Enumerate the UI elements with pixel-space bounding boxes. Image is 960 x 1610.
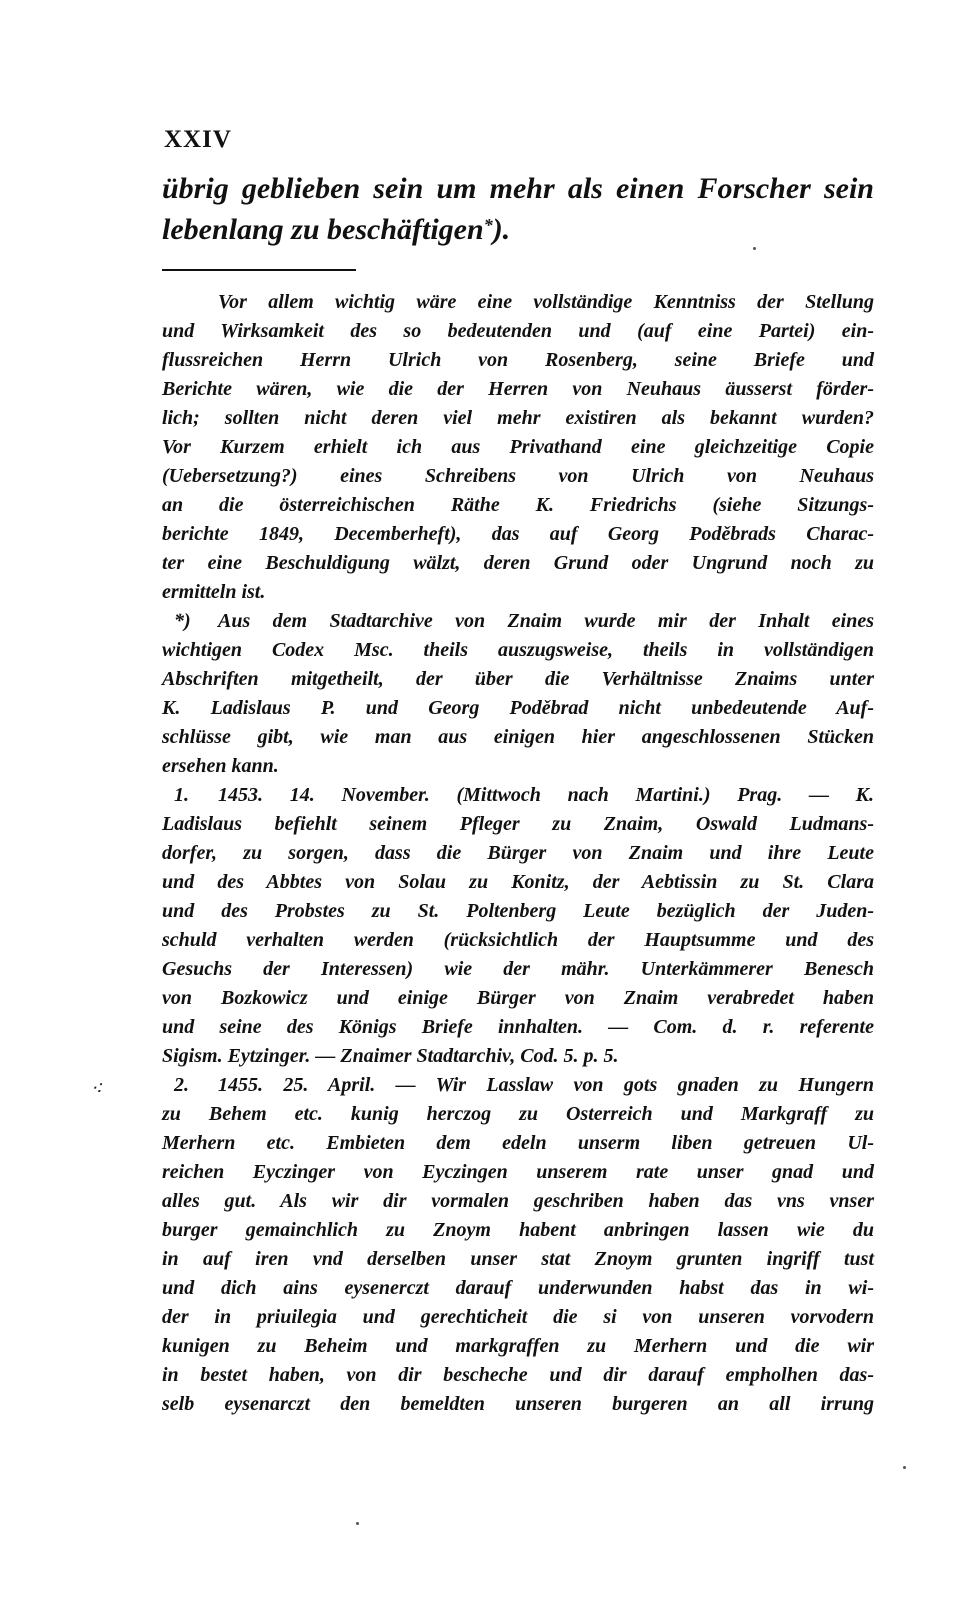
footnote-line: Abschriften mitgetheilt, der über die Verhältnisse Znaims unter [162, 668, 874, 690]
main-text-fragment: lebenlang zu beschäftigen [162, 213, 484, 246]
footnote-line: ter eine Beschuldigung wälzt, deren Grund oder Ungrund noch zu [162, 552, 874, 574]
entry-line: Ladislaus befiehlt seinem Pfleger zu Znaim, Oswald Ludmans- [162, 813, 874, 835]
entry-marker: 1. [174, 784, 189, 806]
margin-annotation: ⁖ [90, 1078, 102, 1100]
footnote-paragraph [162, 288, 874, 607]
paper-speck [903, 1466, 906, 1469]
footnote-line: K. Ladislaus P. und Georg Poděbrad nicht unbedeutende Auf- [162, 697, 874, 719]
footnotes [162, 288, 874, 1419]
entry-line: reichen Eyczinger von Eyczingen unserem rate unser gnad und [162, 1161, 874, 1183]
footnote-line: ersehen kann. [162, 755, 279, 777]
entry-line: schuld verhalten werden (rücksichtlich der Hauptsumme und des [162, 929, 874, 951]
entry-line: 1455. 25. April. — Wir Lasslaw von gots gnaden zu Hungern [218, 1074, 874, 1096]
footnote-line: Vor allem wichtig wäre eine vollständige Kenntniss der Stellung [218, 291, 874, 313]
entry-line: burger gemainchlich zu Znoym habent anbringen lassen wie du [162, 1219, 874, 1241]
entry-line: zu Behem etc. kunig herczog zu Osterreich und Markgraff zu [162, 1103, 874, 1125]
entry-line: und des Abbtes von Solau zu Konitz, der Aebtissin zu St. Clara [162, 871, 874, 893]
paper-speck [753, 247, 756, 250]
footnote-line: Vor Kurzem erhielt ich aus Privathand eine gleichzeitige Copie [162, 436, 874, 458]
entry-line: in bestet haben, von dir bescheche und dir darauf empholhen das- [162, 1364, 874, 1386]
footnote-line: schlüsse gibt, wie man aus einigen hier angeschlossenen Stücken [162, 726, 874, 748]
entry-1 [162, 781, 874, 1071]
entry-line: kunigen zu Beheim und markgraffen zu Merhern und die wir [162, 1335, 874, 1357]
main-text [162, 168, 874, 250]
footnote-line: flussreichen Herrn Ulrich von Rosenberg, seine Briefe und [162, 349, 874, 371]
footnote-line: wichtigen Codex Msc. theils auszugsweise, theils in vollständigen [162, 639, 874, 661]
entry-line: der in priuilegia und gerechticheit die si von unseren vorvodern [162, 1306, 874, 1328]
entry-line: selb eysenarczt den bemeldten unseren burgeren an all irrung [162, 1393, 874, 1415]
entry-line: Sigism. Eytzinger. — Znaimer Stadtarchiv, Cod. 5. p. 5. [162, 1045, 619, 1067]
footnote-reference: * [483, 215, 493, 235]
footnote-line: und Wirksamkeit des so bedeutenden und (auf eine Partei) ein- [162, 320, 874, 342]
entry-line: in auf iren vnd derselben unser stat Znoym grunten ingriff tust [162, 1248, 874, 1270]
footnote-star [162, 607, 874, 781]
entry-line: Merhern etc. Embieten dem edeln unserm liben getreuen Ul- [162, 1132, 874, 1154]
footnote-line: lich; sollten nicht deren viel mehr existiren als bekannt wurden? [162, 407, 874, 429]
footnote-line: ermitteln ist. [162, 581, 266, 603]
entry-line: 1453. 14. November. (Mittwoch nach Martini.) Prag. — K. [218, 784, 874, 806]
footnote-line: Berichte wären, wie die der Herren von Neuhaus äusserst förder- [162, 378, 874, 400]
entry-line: und dich ains eysenerczt darauf underwunden habst das in wi- [162, 1277, 874, 1299]
footnote-divider [162, 269, 356, 271]
footnote-line: an die österreichischen Räthe K. Friedrichs (siehe Sitzungs- [162, 494, 874, 516]
entry-line: alles gut. Als wir dir vormalen geschriben haben das vns vnser [162, 1190, 874, 1212]
footnote-line: (Uebersetzung?) eines Schreibens von Ulrich von Neuhaus [162, 465, 874, 487]
entry-line: und seine des Königs Briefe innhalten. — Com. d. r. referente [162, 1016, 874, 1038]
entry-line: Gesuchs der Interessen) wie der mähr. Unterkämmerer Benesch [162, 958, 874, 980]
paper-speck [356, 1522, 359, 1525]
main-text-line [162, 209, 874, 250]
footnote-marker: *) [174, 610, 191, 632]
main-text-fragment: ). [492, 213, 511, 246]
main-text-line: übrig geblieben sein um mehr als einen Forscher sein [162, 172, 874, 205]
entry-2 [162, 1071, 874, 1419]
page-number: XXIV [164, 126, 232, 153]
entry-line: von Bozkowicz und einige Bürger von Znaim verabredet haben [162, 987, 874, 1009]
footnote-line: Aus dem Stadtarchive von Znaim wurde mir der Inhalt eines [218, 610, 874, 632]
entry-line: und des Probstes zu St. Poltenberg Leute bezüglich der Juden- [162, 900, 874, 922]
entry-line: dorfer, zu sorgen, dass die Bürger von Znaim und ihre Leute [162, 842, 874, 864]
entry-marker: 2. [174, 1074, 189, 1096]
footnote-line: berichte 1849, Decemberheft), das auf Georg Poděbrads Charac- [162, 523, 874, 545]
